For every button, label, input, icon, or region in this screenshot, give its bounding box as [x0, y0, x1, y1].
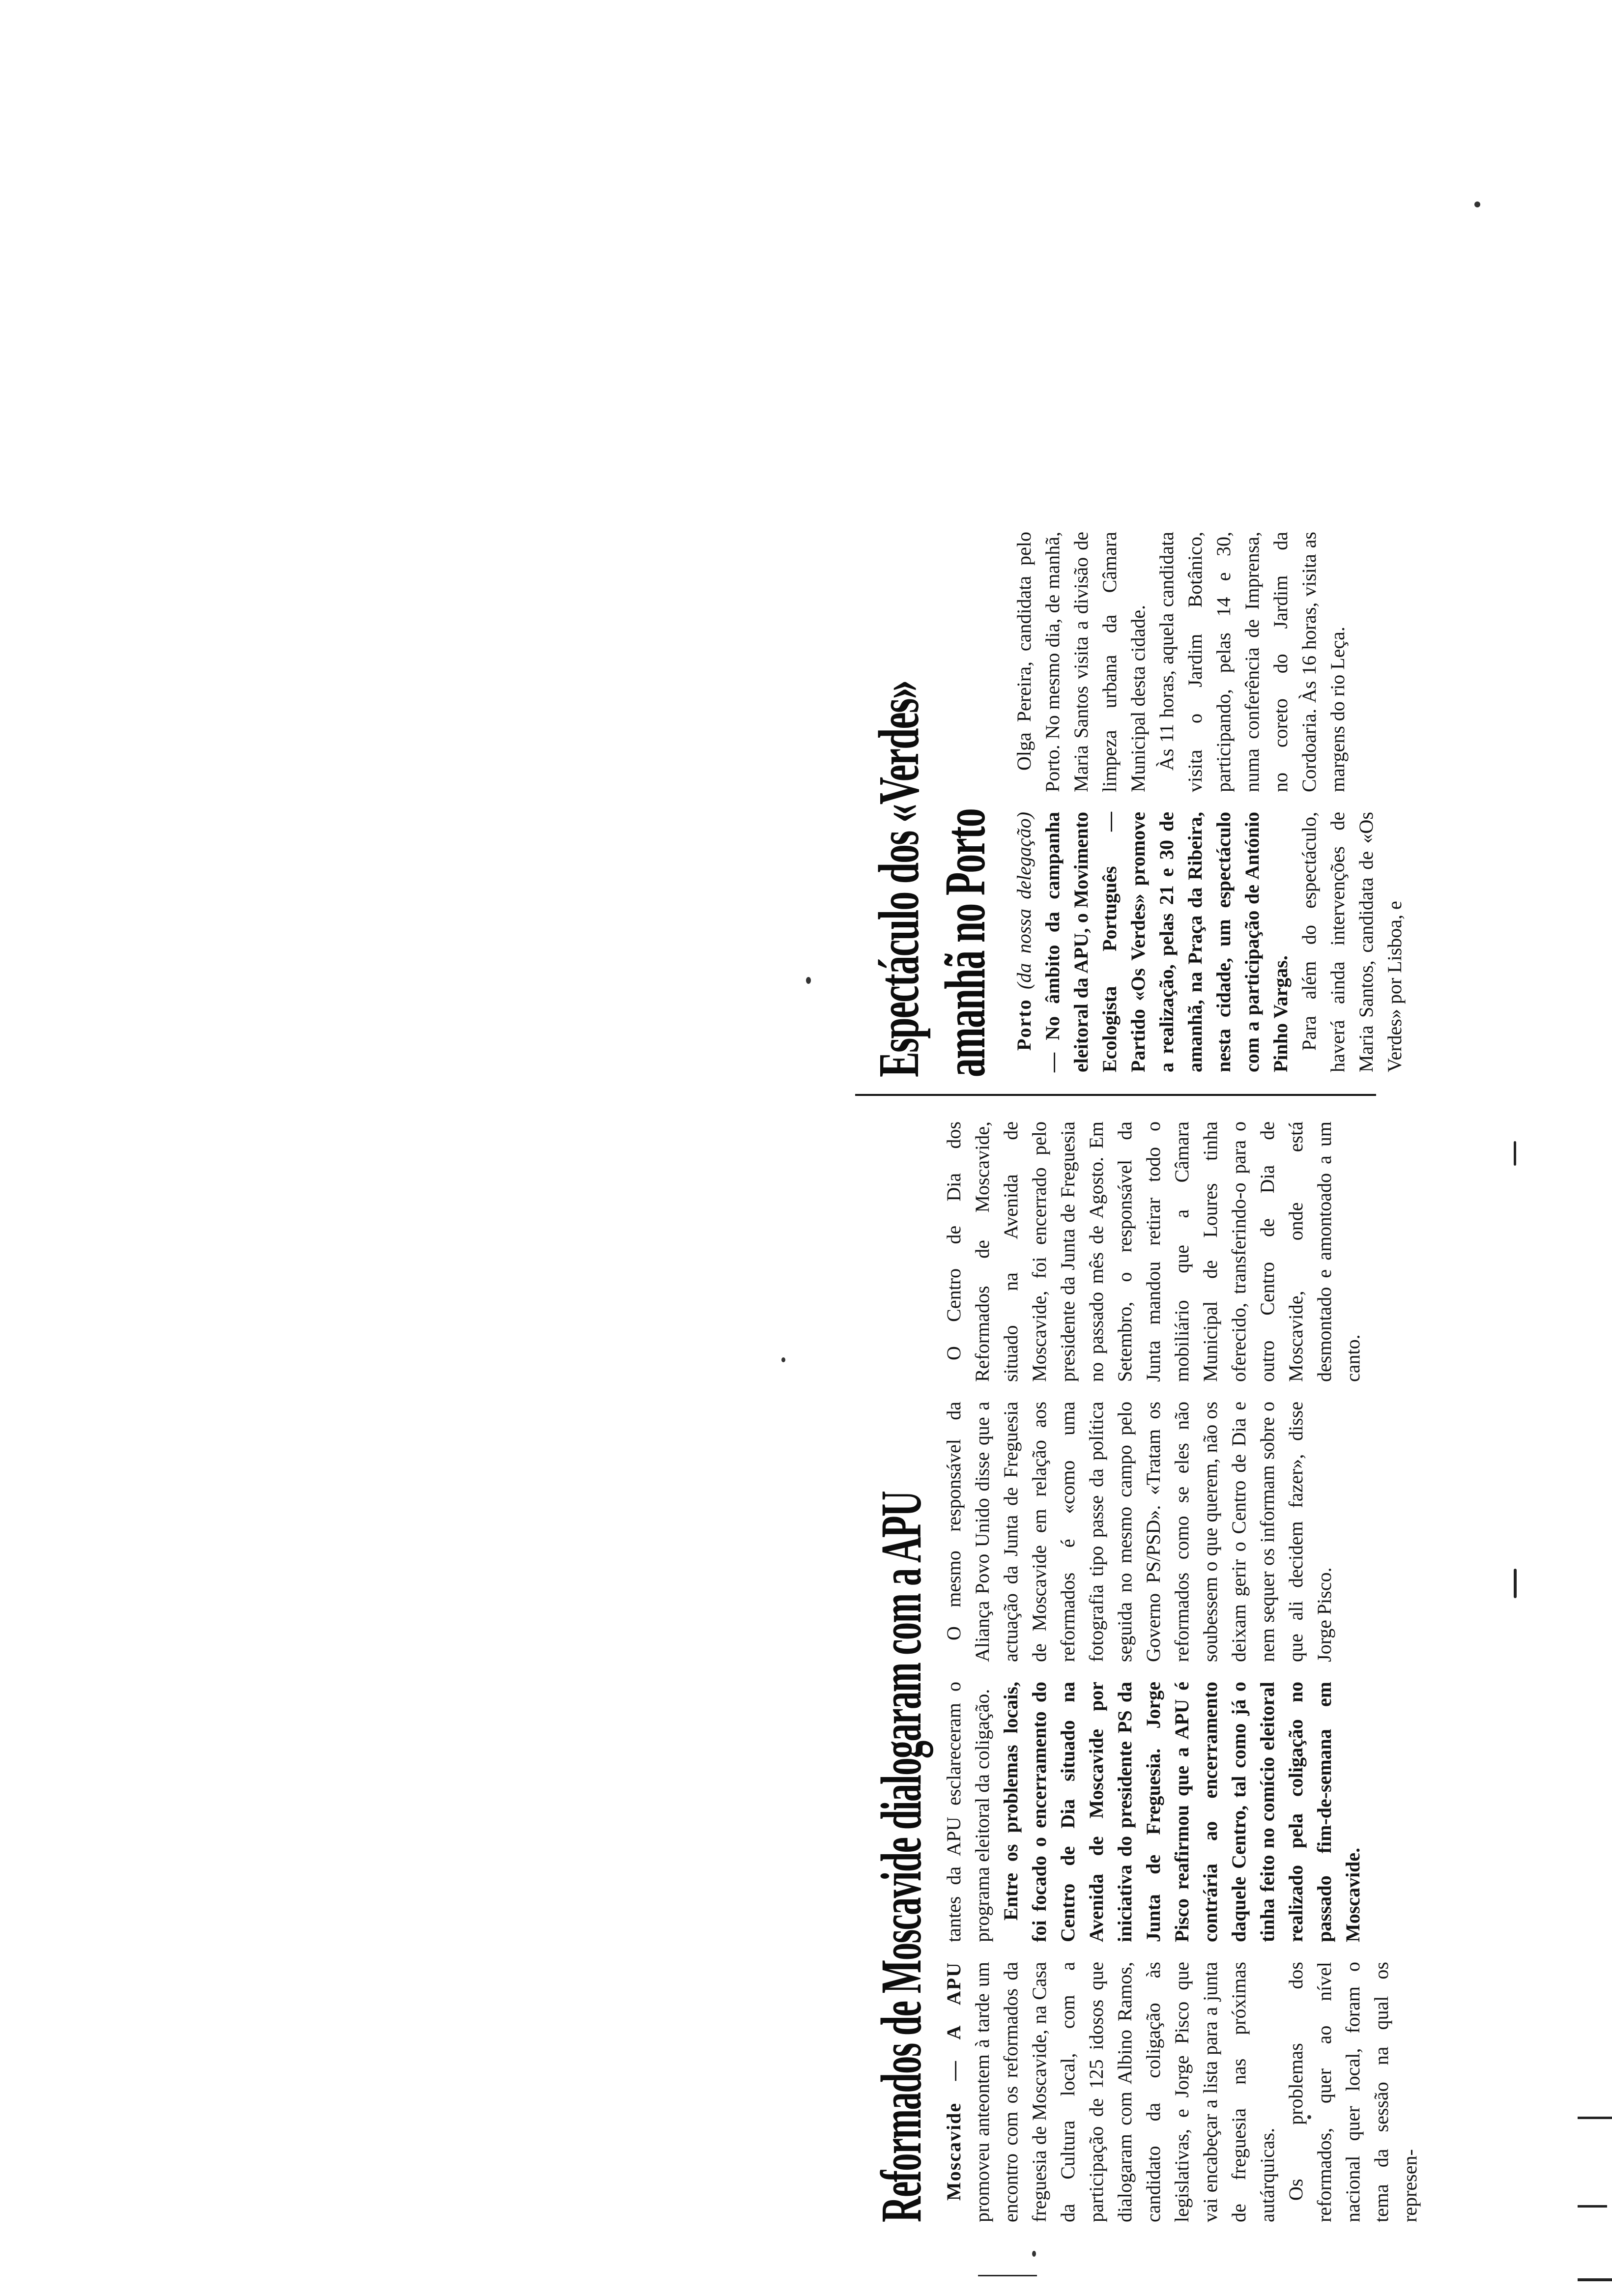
article-column-1: [940, 1962, 1424, 2222]
scan-speck: [1474, 201, 1480, 207]
article-column-3: [940, 1402, 1339, 1662]
scan-speck: [1032, 2251, 1036, 2257]
scan-streak: [1578, 2117, 1612, 2119]
scan-streak: [1578, 2205, 1607, 2208]
paragraph: Entre os problemas locais, foi focado o encerramento do Centro de Dia situado na Avenida de Moscavide por iniciativa do presidente PS da Junta de Freguesia. Jorge Pisco reafirmou que a APU é contrária ao encerramento daquele Centro, tal como já o tinha feito no comício eleitoral realizado pela coligação no passado fim-de-semana em Moscavide.: [1000, 1682, 1364, 1942]
dateline: Porto: [1013, 999, 1035, 1051]
paragraph: O mesmo responsável da Aliança Povo Unido disse que a actuação da Junta de Freguesia de Moscavide em relação aos reformados é «como uma fotografia tipo passe da política seguida no mesmo campo pelo Governo PS/PSD». «Tratam os reformados como se eles não soubessem o que querem, não os deixam gerir o Centro de Dia e nem sequer os informam sobre o que ali decidem fazer», disse Jorge Pisco.: [943, 1402, 1335, 1662]
column-divider: [855, 1094, 1376, 1096]
paragraph: Às 11 horas, aquela candidata visita o Jardim Botânico, participando, pelas 14 e 30, numa conferência de Imprensa, no coreto do Jardim da Cordoaria. Às 16 horas, visita as margens do rio Leça.: [1155, 532, 1349, 792]
paragraph: Para além do espectáculo, haverá ainda intervenções de Maria Santos, candidata de «Os Verdes» por Lisboa, e: [1298, 812, 1406, 1072]
dateline: Moscavide — A APU: [943, 1962, 965, 2201]
article-headline: Espectáculo dos «Verdes»: [866, 681, 931, 1077]
paragraph-text: promoveu anteontem à tarde um encontro com os reformados da freguesia de Moscavide, na Casa da Cultura local, com a participação de 125 idosos que dialogaram com Albino Ramos, candidato da coligação às legislativas, e Jorge Pisco que vai encabeçar a lista para a junta de freguesia nas próximas autárquicas.: [971, 1962, 1278, 2222]
paragraph: [940, 1962, 1282, 2222]
article-column-4: [940, 1121, 1367, 1382]
article-column-2: [1010, 532, 1352, 792]
article-headline: Reformados de Moscavide dialogaram com a APU: [869, 1492, 933, 2222]
paragraph: Olga Pereira, candidata pelo Porto. No mesmo dia, de manhã, Maria Santos visita a divisão de limpeza urbana da Câmara Municipal desta cidade.: [1013, 532, 1149, 792]
paragraph: tantes da APU esclareceram o programa eleitoral da coligação.: [943, 1682, 993, 1942]
byline: (da nossa delegação): [1013, 811, 1035, 990]
scan-speck: [1307, 2115, 1311, 2119]
scan-streak: [1578, 2278, 1612, 2281]
scan-speck: [781, 1357, 785, 1362]
scan-streak: [978, 2275, 1037, 2276]
scan-speck: [806, 977, 811, 984]
article-column-1: [1010, 812, 1409, 1072]
article-subheadline: amanhã no Porto: [933, 809, 997, 1077]
paragraph: O Centro de Dia dos Reformados de Moscavide, situado na Avenida de Moscavide, foi encerrado pelo presidente da Junta de Freguesia no passado mês de Agosto. Em Setembro, o responsável da Junta mandou retirar todo o mobiliário que a Câmara Municipal de Loures tinha oferecido, transferindo-o para o outro Centro de Dia de Moscavide, onde está desmontado e amontoado a um canto.: [943, 1121, 1364, 1382]
paragraph-text: — No âmbito da campanha eleitoral da APU, o Movimento Ecologista Português — Partido «Os Verdes» promove a realização, pelas 21 e 30 de amanhã, na Praça da Ribeira, nesta cidade, um espectáculo com a participação de António Pinho Vargas.: [1041, 812, 1292, 1072]
scan-streak: [1514, 1569, 1517, 1598]
paragraph: Os problemas dos reformados, quer ao nível nacional quer local, foram o tema da sessão na qual os represen-: [1285, 1962, 1421, 2222]
scan-streak: [1514, 1141, 1516, 1166]
paragraph: [1010, 812, 1295, 1072]
article-column-2: [940, 1682, 1367, 1942]
